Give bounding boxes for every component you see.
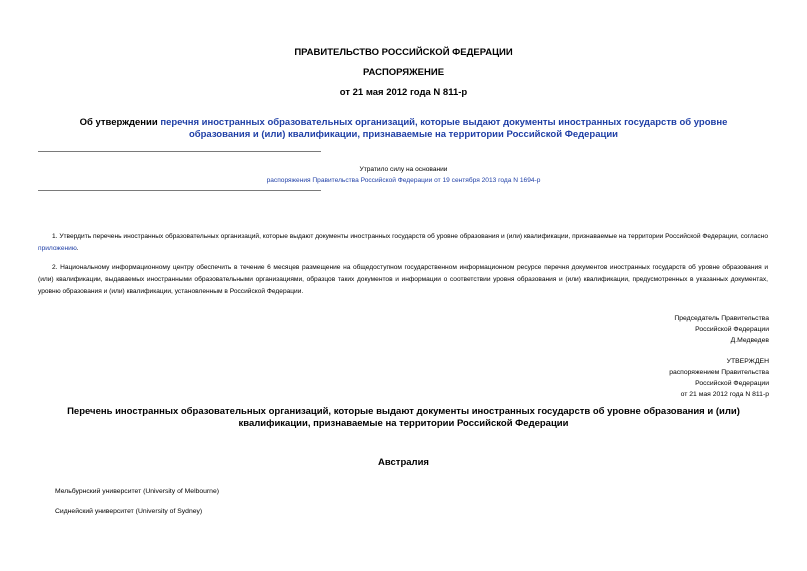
approval-date: от 21 мая 2012 года N 811-р — [680, 391, 769, 398]
government-heading: ПРАВИТЕЛЬСТВО РОССИЙСКОЙ ФЕДЕРАЦИИ — [294, 47, 513, 58]
document-title-link[interactable]: перечня иностранных образовательных организаций, которые выдают документы иностранных государств об уровне образования и (или) квалификации, признаваемые на территории Российской Федерации — [160, 117, 728, 140]
signature-org: Российской Федерации — [695, 326, 769, 333]
document-type: РАСПОРЯЖЕНИЕ — [362, 67, 445, 78]
status-link[interactable]: распоряжения Правительства Российской Федерации от 19 сентября 2013 года N 1694-р — [266, 177, 541, 184]
list-item: Сиднейский университет (University of Sydney) — [55, 508, 203, 515]
divider-bottom — [38, 190, 321, 191]
paragraph-1 — [38, 231, 768, 255]
approval-line-2: распоряжением Правительства — [669, 369, 769, 376]
approval-line-3: Российской Федерации — [695, 380, 769, 387]
paragraph-2: 2. Национальному информационному центру обеспечить в течение 6 месяцев размещение на общедоступном государственном информационном ресурсе перечня документов иностранных государств об уровне образования и (или) квалификации, выдаваемых иностранными образовательными организациями, образцов таких документов и информации о соответствии уровня образования и (или) квалификации, предусмотренных в указанных документах, уровню образования и (или) квалификации, установленным в Российской Федерации. — [38, 264, 768, 295]
appendix-link[interactable]: приложению — [38, 245, 77, 252]
status-text: Утратило силу на основании — [359, 166, 448, 173]
signature-block — [674, 313, 769, 346]
approval-heading: УТВЕРЖДЕН — [726, 358, 769, 365]
paragraph-1-end: . — [76, 245, 79, 252]
signature-position: Председатель Правительства — [674, 315, 769, 322]
list-item: Мельбурнский университет (University of Melbourne) — [55, 488, 220, 495]
paragraph-1-text: 1. Утвердить перечень иностранных образовательных организаций, которые выдают документы иностранных государств об уровне образования и (или) квалификации, признаваемые на территории Российской Федерации, согласно — [52, 233, 768, 240]
document-title-prefix: Об утверждении — [79, 117, 161, 128]
approval-block — [669, 356, 769, 400]
document-title — [50, 117, 757, 141]
list-title: Перечень иностранных образовательных организаций, которые выдают документы иностранных государств об уровне образования и (или) квалификации, признаваемые на территории Российской Федерации — [67, 406, 740, 429]
divider-top — [38, 151, 321, 152]
country-heading: Австралия — [378, 457, 429, 468]
signature-name: Д.Медведев — [730, 337, 769, 344]
document-date-number: от 21 мая 2012 года N 811-р — [339, 87, 468, 98]
